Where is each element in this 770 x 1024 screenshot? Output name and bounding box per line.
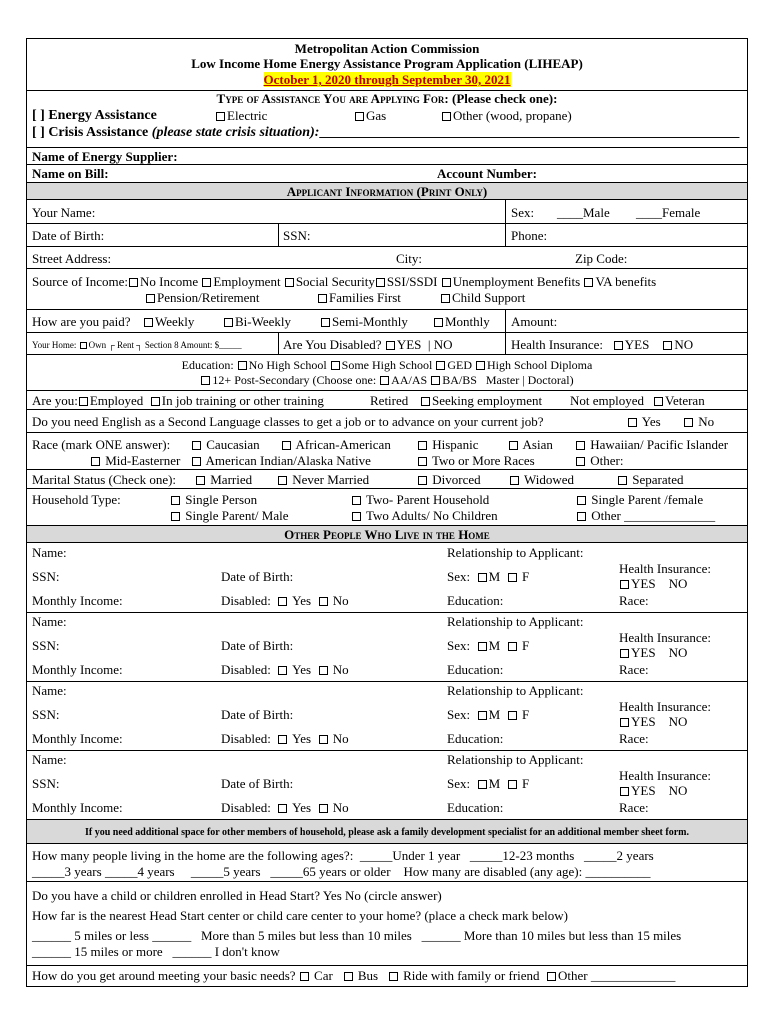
checkbox[interactable] <box>508 780 517 789</box>
member-dob-field[interactable]: Date of Birth: <box>221 638 294 653</box>
employment-row: Are you: Employed In job training or other training Retired Seeking employment Not employed Veteran <box>27 391 747 410</box>
home-row: Your Home: Own ┌ Rent ┐ Section 8 Amount: $_____ Are You Disabled? YES | NO Health Insurance: YES NO <box>27 333 747 355</box>
checkbox[interactable] <box>576 457 585 466</box>
pay-frequency-row: How are you paid? Weekly Bi-Weekly Semi-Monthly Monthly Amount: <box>27 310 747 333</box>
member-education-field[interactable]: Education: <box>447 593 504 608</box>
member-ssn-field[interactable]: SSN: <box>32 707 60 722</box>
checkbox[interactable] <box>431 376 440 385</box>
other-people-header <box>27 526 747 543</box>
checkbox[interactable] <box>171 496 180 505</box>
checkbox[interactable] <box>620 787 629 796</box>
ages-row: How many people living in the home are the following ages?: _____Under 1 year _____12-23 months _____2 years _____3 years _____4 years _____5 years _____65 years or older How many are disabled (any age): __________ <box>27 844 747 882</box>
income-source-section: Source of Income: No Income Employment Social Security SSI/SSDI Unemployment Benefits VA benefits Pension/Retirement Families First Child Support <box>27 269 747 310</box>
checkbox[interactable] <box>196 476 205 485</box>
checkbox[interactable] <box>478 780 487 789</box>
checkbox[interactable] <box>331 361 340 370</box>
checkbox[interactable] <box>436 361 445 370</box>
checkbox[interactable] <box>344 972 353 981</box>
member-education-field[interactable]: Education: <box>447 800 504 815</box>
checkbox[interactable] <box>144 318 153 327</box>
member-name-field[interactable]: Name: <box>32 545 67 560</box>
checkbox[interactable] <box>577 512 586 521</box>
member-income-field[interactable]: Monthly Income: <box>32 800 123 815</box>
checkbox[interactable] <box>434 318 443 327</box>
street-address-field[interactable]: Street Address: <box>32 251 112 266</box>
member-health-label: Health Insurance: <box>619 630 712 645</box>
member-dob-field[interactable]: Date of Birth: <box>221 569 294 584</box>
member-health-label: Health Insurance: <box>619 699 712 714</box>
checkbox[interactable] <box>319 666 328 675</box>
checkbox[interactable] <box>620 718 629 727</box>
member-race-field[interactable]: Race: <box>619 800 649 815</box>
checkbox[interactable] <box>216 112 225 121</box>
member-name-field[interactable]: Name: <box>32 614 67 629</box>
checkbox[interactable] <box>389 972 398 981</box>
checkbox[interactable] <box>151 397 160 406</box>
sex-male[interactable]: ____Male <box>557 205 610 220</box>
member-income-field[interactable]: Monthly Income: <box>32 662 123 677</box>
applicant-info-title: Applicant Information (Print Only) <box>286 184 488 199</box>
checkbox[interactable] <box>442 278 451 287</box>
checkbox[interactable] <box>80 342 87 349</box>
checkbox[interactable] <box>319 597 328 606</box>
checkbox[interactable] <box>352 496 361 505</box>
checkbox[interactable] <box>418 476 427 485</box>
member-name-field[interactable]: Name: <box>32 752 67 767</box>
checkbox[interactable] <box>282 441 291 450</box>
city-field[interactable]: City: <box>396 251 423 266</box>
member-ssn-field[interactable]: SSN: <box>32 638 60 653</box>
program-period: October 1, 2020 through September 30, 2021 <box>263 72 511 87</box>
checkbox[interactable] <box>192 441 201 450</box>
account-number-field[interactable]: Account Number: <box>437 166 538 181</box>
checkbox[interactable] <box>355 112 364 121</box>
electric-option[interactable]: Electric <box>215 108 267 123</box>
checkbox[interactable] <box>577 496 586 505</box>
member-relationship-field[interactable]: Relationship to Applicant: <box>447 614 584 629</box>
member-ssn-field[interactable]: SSN: <box>32 776 60 791</box>
sex-female[interactable]: ____Female <box>636 205 701 220</box>
checkbox[interactable] <box>441 294 450 303</box>
gas-option[interactable]: Gas <box>354 108 386 123</box>
crisis-assistance-option[interactable]: [ ] Crisis Assistance (please state crisis situation):____________________________________________________________ <box>32 125 740 140</box>
checkbox[interactable] <box>442 112 451 121</box>
additional-space-text: If you need additional space for other members of household, please ask a family development specialist for an additional member sheet form. <box>85 827 689 838</box>
headstart-question: Do you have a child or children enrolled in Head Start? Yes No (circle answer) <box>32 888 442 903</box>
member-health-label: Health Insurance: <box>619 768 712 783</box>
additional-space-note <box>27 820 747 844</box>
checkbox[interactable] <box>576 441 585 450</box>
checkbox[interactable] <box>386 341 395 350</box>
checkbox[interactable] <box>421 397 430 406</box>
checkbox[interactable] <box>478 711 487 720</box>
energy-supplier-field[interactable]: Name of Energy Supplier: <box>32 149 178 164</box>
checkbox[interactable] <box>663 341 672 350</box>
race-row: Race (mark ONE answer): Caucasian African-American Hispanic Asian Hawaiian/ Pacific Islander Mid-Easterner American Indian/Alaska Native Two or More Races Other: <box>27 433 747 470</box>
checkbox[interactable] <box>510 476 519 485</box>
checkbox[interactable] <box>278 476 287 485</box>
checkbox[interactable] <box>278 666 287 675</box>
checkbox[interactable] <box>508 711 517 720</box>
member-education-field[interactable]: Education: <box>447 731 504 746</box>
checkbox[interactable] <box>300 972 309 981</box>
checkbox[interactable] <box>618 476 627 485</box>
member-race-field[interactable]: Race: <box>619 731 649 746</box>
checkbox[interactable] <box>278 735 287 744</box>
checkbox[interactable] <box>201 376 210 385</box>
esl-row: Do you need English as a Second Language classes to get a job or to advance on your current job? Yes No <box>27 410 747 433</box>
checkbox[interactable] <box>352 512 361 521</box>
name-on-bill-field[interactable]: Name on Bill: <box>32 166 109 181</box>
your-name-field[interactable]: Your Name: <box>32 205 96 220</box>
checkbox[interactable] <box>319 804 328 813</box>
household-row: Household Type: Single Person Two- Parent Household Single Parent /female Single Parent/ Male Two Adults/ No Children Other ______________ <box>27 489 747 526</box>
supplier-row <box>27 148 747 165</box>
program-title: Low Income Home Energy Assistance Program Application (LIHEAP) <box>191 56 583 71</box>
distance-question: How far is the nearest Head Start center or child care center to your home? (place a check mark below) <box>32 908 568 923</box>
checkbox[interactable] <box>620 649 629 658</box>
member-relationship-field[interactable]: Relationship to Applicant: <box>447 683 584 698</box>
liheap-application-form <box>26 38 748 987</box>
checkbox[interactable] <box>321 318 330 327</box>
assistance-type-section: Type of Assistance You are Applying For: (Please check one): [ ] Energy Assistance Electric Gas Other (wood, propane) [ ] Crisis Assistance (please state crisis situation):____________________________________________________________ <box>27 91 747 148</box>
other-fuel-option[interactable]: Other (wood, propane) <box>441 108 572 123</box>
member-ssn-field[interactable]: SSN: <box>32 569 60 584</box>
checkbox[interactable] <box>318 294 327 303</box>
checkbox[interactable] <box>238 361 247 370</box>
checkbox[interactable] <box>628 418 637 427</box>
checkbox[interactable] <box>620 580 629 589</box>
checkbox[interactable] <box>146 294 155 303</box>
checkbox[interactable] <box>278 804 287 813</box>
checkbox[interactable] <box>376 278 385 287</box>
checkbox[interactable] <box>224 318 233 327</box>
member-dob-field[interactable]: Date of Birth: <box>221 707 294 722</box>
amount-field[interactable]: Amount: <box>511 314 558 329</box>
member-relationship-field[interactable]: Relationship to Applicant: <box>447 545 584 560</box>
pay-label: How are you paid? <box>32 314 131 329</box>
checkbox[interactable] <box>584 278 593 287</box>
checkbox[interactable] <box>418 441 427 450</box>
checkbox[interactable] <box>79 397 88 406</box>
zip-field[interactable]: Zip Code: <box>575 251 628 266</box>
checkbox[interactable] <box>508 642 517 651</box>
bill-row <box>27 165 747 183</box>
member-income-field[interactable]: Monthly Income: <box>32 731 123 746</box>
transport-row: How do you get around meeting your basic needs? Car Bus Ride with family or friend Other _____________ <box>32 968 676 983</box>
member-block: Name: Relationship to Applicant: SSN: Date of Birth: Sex: M F Health Insurance: YES NO Monthly Income: Disabled: Yes No Education: Race: <box>27 543 747 613</box>
checkbox[interactable] <box>509 441 518 450</box>
education-row: Education: No High School Some High School GED High School Diploma 12+ Post-Secondary (Choose one: AA/AS BA/BS Master | Doctoral) <box>27 355 747 391</box>
headstart-section: Do you have a child or children enrolled in Head Start? Yes No (circle answer) How far is the nearest Head Start center or child care center to your home? (place a check mark below) ______ 5 miles or less ______ More than 5 miles but less than 10 miles ______ More than 10 miles but less than 15 miles ______ 15 miles or more ______ I don't know <box>27 882 747 966</box>
other-people-title: Other People Who Live in the Home <box>284 527 490 542</box>
member-education-field[interactable]: Education: <box>447 662 504 677</box>
checkbox[interactable] <box>192 457 201 466</box>
health-insurance-label: Health Insurance: <box>511 337 604 352</box>
checkbox[interactable] <box>508 573 517 582</box>
member-health-label: Health Insurance: <box>619 561 712 576</box>
member-income-field[interactable]: Monthly Income: <box>32 593 123 608</box>
checkbox[interactable] <box>319 735 328 744</box>
checkbox[interactable] <box>547 972 556 981</box>
checkbox[interactable] <box>478 573 487 582</box>
checkbox[interactable] <box>285 278 294 287</box>
member-race-field[interactable]: Race: <box>619 593 649 608</box>
disabled-question: Are You Disabled? <box>283 337 382 352</box>
member-block: Name: Relationship to Applicant: SSN: Date of Birth: Sex: M F Health Insurance: YES NO Monthly Income: Disabled: Yes No Education: Race: <box>27 612 747 682</box>
sex-label: Sex: <box>511 205 535 220</box>
esl-question: Do you need English as a Second Language classes to get a job or to advance on your current job? <box>32 414 544 429</box>
checkbox[interactable] <box>476 361 485 370</box>
org-name: Metropolitan Action Commission <box>294 41 480 56</box>
form-header <box>27 39 747 91</box>
member-block: Name: Relationship to Applicant: SSN: Date of Birth: Sex: M F Health Insurance: YES NO Monthly Income: Disabled: Yes No Education: Race: <box>27 750 747 820</box>
income-source-label: Source of Income: <box>32 274 129 289</box>
member-name-field[interactable]: Name: <box>32 683 67 698</box>
checkbox[interactable] <box>380 376 389 385</box>
checkbox[interactable] <box>478 642 487 651</box>
checkbox[interactable] <box>278 597 287 606</box>
checkbox[interactable] <box>418 457 427 466</box>
dob-field[interactable]: Date of Birth: <box>32 228 105 243</box>
energy-assistance-option[interactable]: [ ] Energy Assistance <box>32 108 157 123</box>
assistance-type-title: Type of Assistance You are Applying For: <box>216 91 449 106</box>
marital-row: Marital Status (Check one): Married Never Married Divorced Widowed Separated <box>27 470 747 489</box>
checkbox[interactable] <box>202 278 211 287</box>
member-dob-field[interactable]: Date of Birth: <box>221 776 294 791</box>
phone-field[interactable]: Phone: <box>511 228 548 243</box>
member-relationship-field[interactable]: Relationship to Applicant: <box>447 752 584 767</box>
checkbox[interactable] <box>129 278 138 287</box>
checkbox[interactable] <box>91 457 100 466</box>
member-race-field[interactable]: Race: <box>619 662 649 677</box>
checkbox[interactable] <box>171 512 180 521</box>
checkbox[interactable] <box>654 397 663 406</box>
checkbox[interactable] <box>684 418 693 427</box>
member-block: Name: Relationship to Applicant: SSN: Date of Birth: Sex: M F Health Insurance: YES NO Monthly Income: Disabled: Yes No Education: Race: <box>27 681 747 751</box>
ssn-field[interactable]: SSN: <box>283 228 311 243</box>
applicant-info-header <box>27 183 747 200</box>
checkbox[interactable] <box>614 341 623 350</box>
